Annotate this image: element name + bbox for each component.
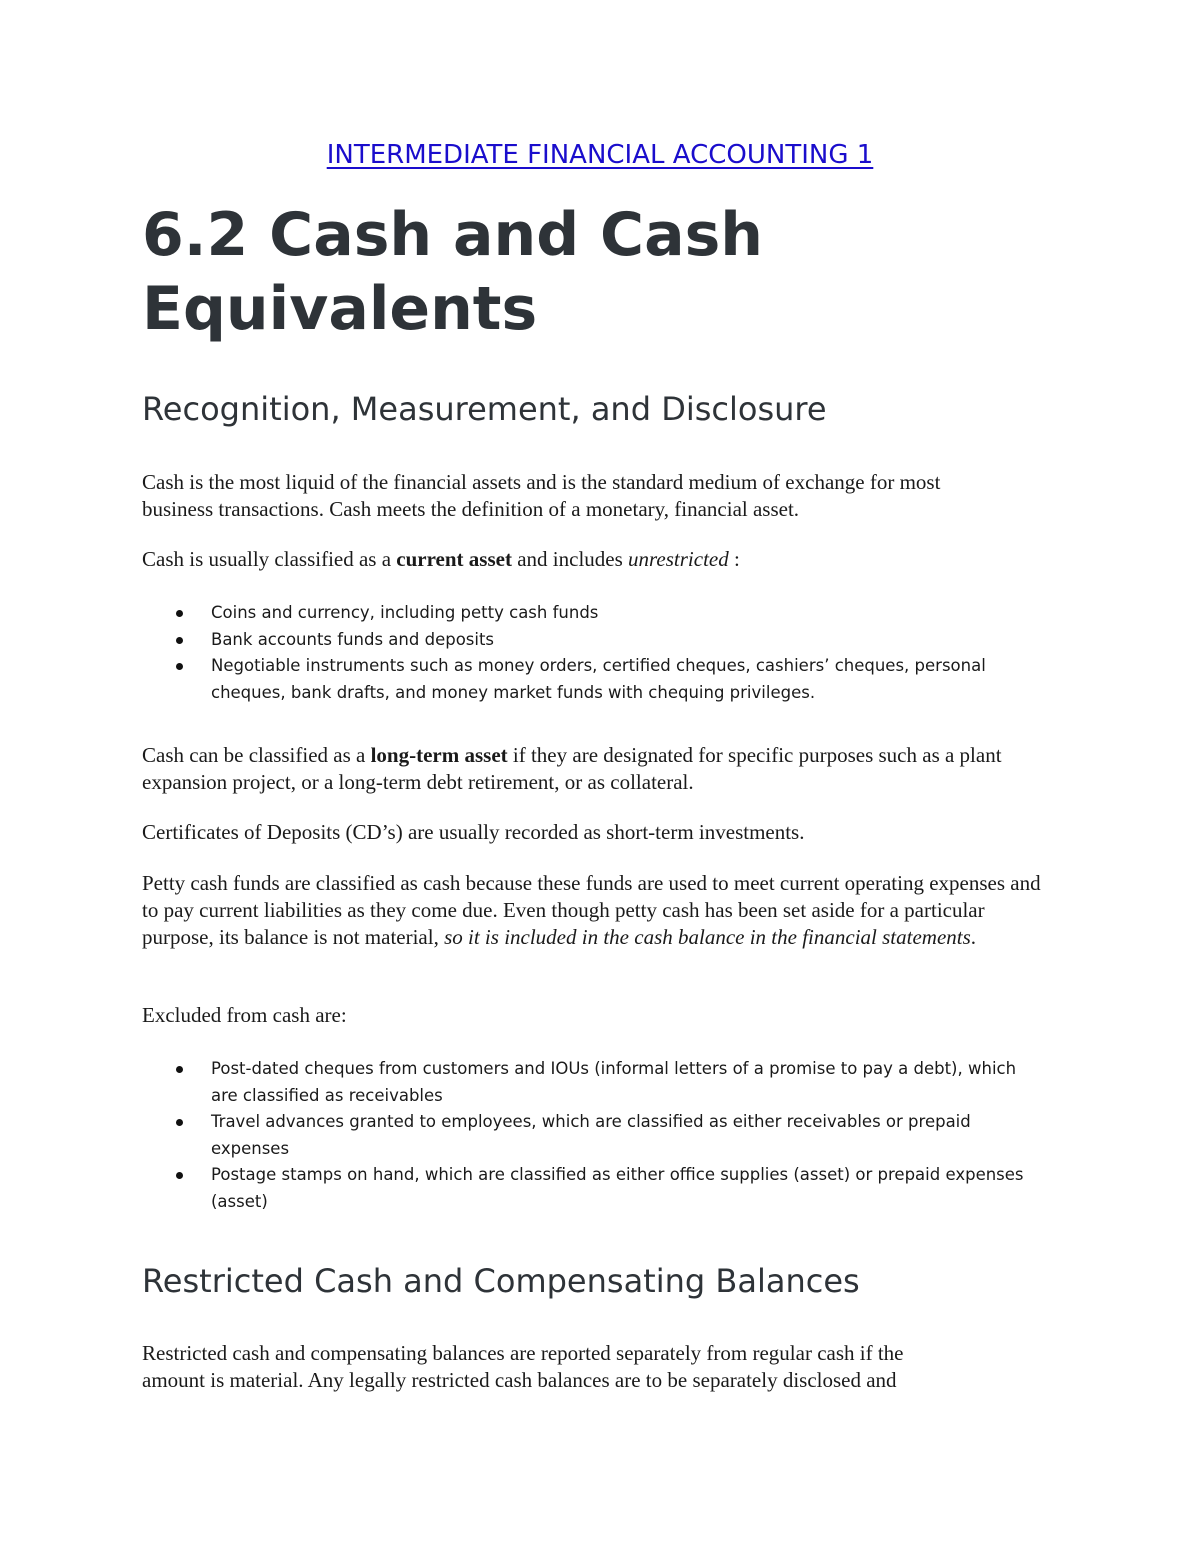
section-heading-restricted-cash: Restricted Cash and Compensating Balances [142,1262,860,1300]
bold-term-current-asset: current asset [396,547,512,571]
text-run: . [970,925,977,949]
cash-includes-list [142,600,1042,706]
paragraph-line: Restricted cash and compensating balances are reported separately from regular cash if the [142,1341,904,1365]
italic-term-unrestricted: unrestricted [628,547,729,571]
page-title [142,198,1042,346]
bullet-icon [176,1119,183,1126]
list-item [142,653,1042,706]
course-title-link[interactable]: INTERMEDIATE FINANCIAL ACCOUNTING 1 [326,140,874,170]
list-item-text: Negotiable instruments such as money orders, certified cheques, cashiers’ cheques, personal cheques, bank drafts, and money market funds with chequing privileges. [211,656,986,702]
page-title-line-2: Equivalents [142,274,538,344]
paragraph-cash-definition [142,469,1057,523]
list-item [142,1109,1042,1162]
list-item-text: Travel advances granted to employees, which are classified as either receivables or prepaid expenses [211,1112,971,1158]
paragraph-line: business transactions. Cash meets the definition of a monetary, financial asset. [142,497,800,521]
list-item-text: Postage stamps on hand, which are classified as either office supplies (asset) or prepaid expenses (asset) [211,1165,1024,1211]
list-item [142,627,1042,654]
paragraph-current-asset [142,546,1057,573]
list-item [142,1162,1042,1215]
paragraph-line: amount is material. Any legally restricted cash balances are to be separately disclosed and [142,1368,897,1392]
bullet-icon [176,663,183,670]
italic-text-run: so it is included in the cash balance in the financial statements [444,925,971,949]
text-run: Cash can be classified as a [142,743,371,767]
paragraph-petty-cash [142,870,1057,951]
bullet-icon [176,610,183,617]
paragraph-long-term-asset [142,742,1057,796]
list-item [142,1056,1042,1109]
list-item-text: Post-dated cheques from customers and IOUs (informal letters of a promise to pay a debt), which are classified as receivables [211,1059,1017,1105]
bullet-icon [176,637,183,644]
page-title-line-1: 6.2 Cash and Cash [142,200,764,270]
text-run: and includes [511,547,629,571]
paragraph-restricted-cash [142,1340,1057,1394]
bold-term-long-term-asset: long-term asset [370,743,508,767]
text-run: Cash is usually classified as a [142,547,397,571]
paragraph-certificates-of-deposit: Certificates of Deposits (CD’s) are usually recorded as short-term investments. [142,820,805,844]
bullet-icon [176,1066,183,1073]
text-run: : [728,547,740,571]
text-run: if they are designated for specific purposes such as a plant expansion project, or a long-term debt retirement, or as collateral. [142,743,1002,794]
paragraph-excluded-intro: Excluded from cash are: [142,1003,347,1027]
list-item [142,600,1042,627]
bullet-icon [176,1172,183,1179]
cash-excluded-list [142,1056,1042,1215]
list-item-text: Coins and currency, including petty cash funds [211,603,599,622]
text-run: Petty cash funds are classified as cash because these funds are used to meet current operating expenses and to pay current liabilities as they come due. Even though petty cash has been set aside for a particular purpose, its balance is not material, [142,871,1041,949]
paragraph-line: Cash is the most liquid of the financial assets and is the standard medium of exchange for most [142,470,941,494]
list-item-text: Bank accounts funds and deposits [211,629,495,649]
section-heading-recognition: Recognition, Measurement, and Disclosure [142,390,827,428]
